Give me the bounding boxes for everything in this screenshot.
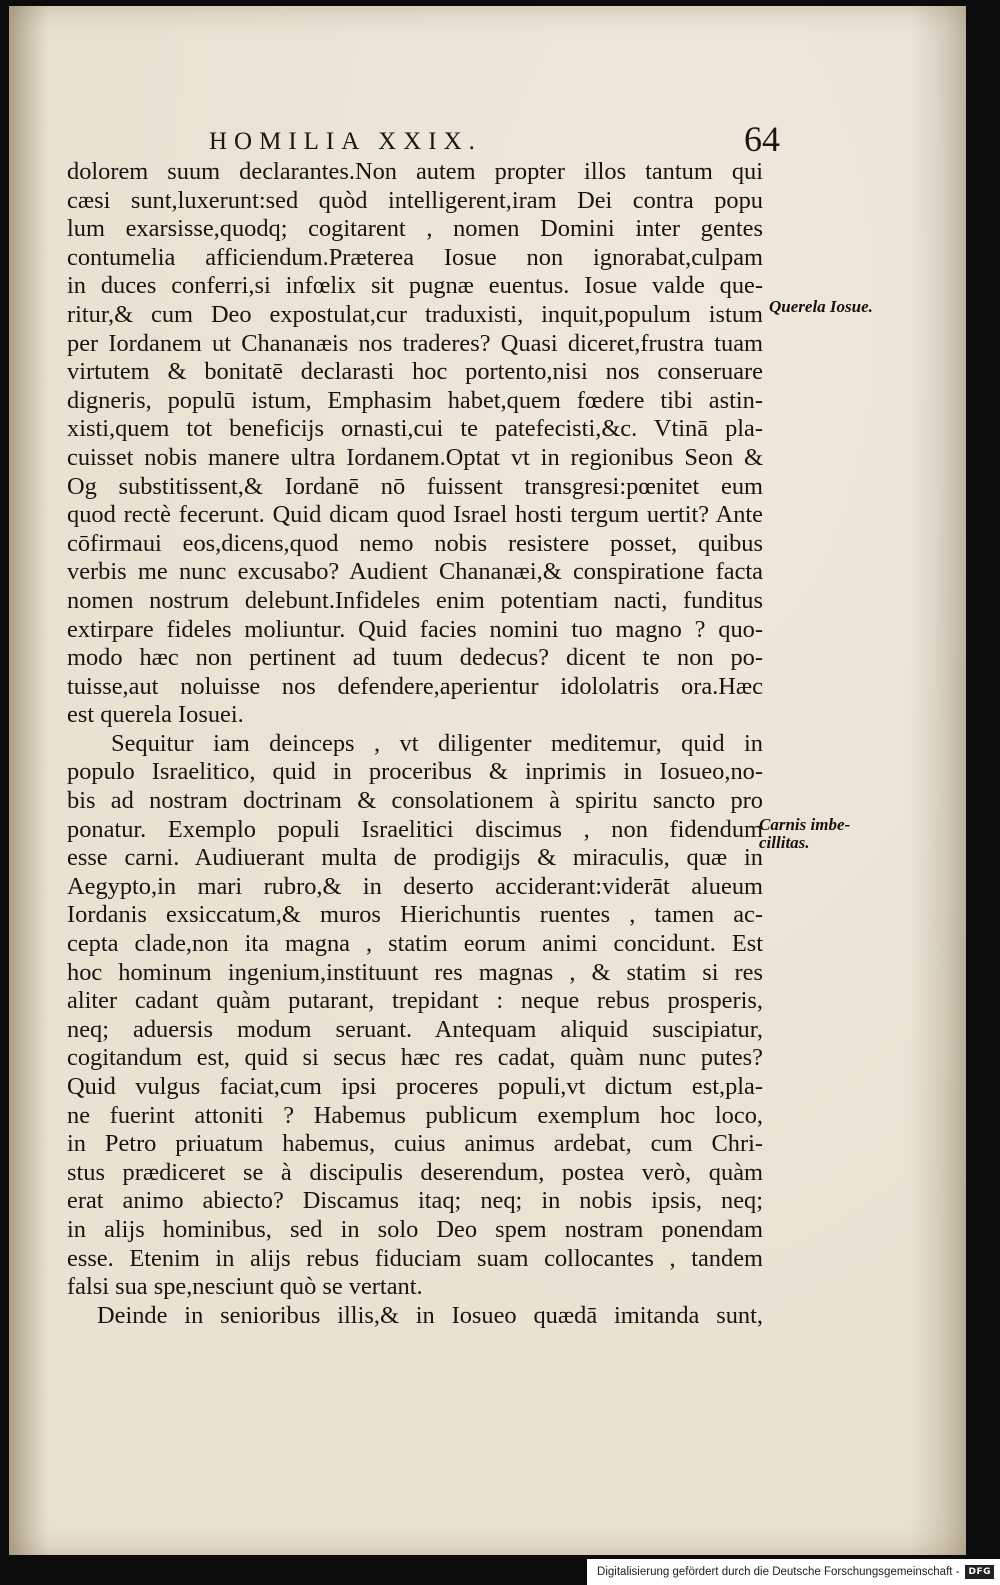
dfg-logo-icon: DFG xyxy=(965,1565,994,1579)
text-line: xisti,quem tot beneficijs ornasti,cui te patefecisti,&c. Vtinā pla- xyxy=(67,415,763,443)
text-line: falsi sua spe,nesciunt quò se vertant. xyxy=(67,1273,423,1301)
text-line: ne fuerint attoniti ? Habemus publicum exemplum hoc loco, xyxy=(67,1101,763,1129)
text-line: populo Israelitico, quid in proceribus & inprimis in Iosueo,no- xyxy=(67,758,763,786)
text-line: cæsi sunt,luxerunt:sed quòd intelligerent,iram Dei contra popu xyxy=(67,186,763,214)
text-line: in Petro priuatum habemus, cuius animus ardebat, cum Chri- xyxy=(67,1130,763,1158)
text-line: tuisse,aut noluisse nos defendere,aperientur idololatris ora.Hæc xyxy=(67,672,763,700)
margin-note-querela: Querela Iosue. xyxy=(769,297,873,316)
text-line: modo hæc non pertinent ad tuum dedecus? dicent te non po- xyxy=(67,644,763,672)
text-line: in alijs hominibus, sed in solo Deo spem nostram ponendam xyxy=(67,1215,763,1243)
text-line: esse. Etenim in alijs rebus fiduciam suam collocantes , tandem xyxy=(67,1244,763,1272)
text-line: hoc hominum ingenium,instituunt res magnas , & statim si res xyxy=(67,958,763,986)
text-line: virtutem & bonitatē declarasti hoc portento,nisi nos conseruare xyxy=(67,358,763,386)
text-line: nomen nostrum delebunt.Infideles enim potentiam nacti, funditus xyxy=(67,586,763,614)
paper-sheet xyxy=(9,6,966,1555)
text-line: contumelia afficiendum.Præterea Iosue non ignorabat,culpam xyxy=(67,243,763,271)
page-number: 64 xyxy=(744,119,780,159)
margin-note-line: Carnis imbe- xyxy=(759,815,851,834)
digitization-credit-bar xyxy=(587,1559,1000,1585)
text-line: aliter cadant quàm putarant, trepidant : neque rebus prosperis, xyxy=(67,987,763,1015)
margin-note-carnis xyxy=(759,816,879,852)
text-line: ponatur. Exemplo populi Israelitici discimus , non fidendum xyxy=(67,815,763,843)
text-line: Sequitur iam deinceps , vt diligenter meditemur, quid in xyxy=(111,729,763,757)
running-head: HOMILIA XXIX. xyxy=(209,128,482,155)
text-line: per Iordanem ut Chananæis nos traderes? Quasi diceret,frustra tuam xyxy=(67,329,763,357)
text-line: esse carni. Audiuerant multa de prodigijs & miraculis, quæ in xyxy=(67,844,763,872)
text-line: stus prædiceret se à discipulis deserendum, postea verò, quàm xyxy=(67,1158,763,1186)
text-line: cuisset nobis manere ultra Iordanem.Optat vt in regionibus Seon & xyxy=(67,443,763,471)
text-line: extirpare fideles moliuntur. Quid facies nomini tuo magno ? quo- xyxy=(67,615,763,643)
text-line: in duces conferri,si infœlix sit pugnæ euentus. Iosue valde que- xyxy=(67,272,763,300)
text-line: cogitandum est, quid si secus hæc res cadat, quàm nunc putes? xyxy=(67,1044,763,1072)
text-line: cepta clade,non ita magna , statim eorum animi concidunt. Est xyxy=(67,930,763,958)
margin-note-line: cillitas. xyxy=(759,833,810,852)
body-text xyxy=(67,158,763,1330)
text-line: dolorem suum declarantes.Non autem propter illos tantum qui xyxy=(67,158,763,185)
text-line: Deinde in senioribus illis,& in Iosueo quædā imitanda sunt, xyxy=(97,1301,763,1329)
text-line: erat animo abiecto? Discamus itaq; neq; in nobis ipsis, neq; xyxy=(67,1187,763,1215)
text-line: Og substitissent,& Iordanē nō fuissent transgresi:pœnitet eum xyxy=(67,472,763,500)
text-line: cōfirmaui eos,dicens,quod nemo nobis resistere posset, quibus xyxy=(67,529,763,557)
text-line: neq; aduersis modum seruant. Antequam aliquid suscipiatur, xyxy=(67,1015,763,1043)
text-line: bis ad nostram doctrinam & consolationem à spiritu sancto pro xyxy=(67,787,763,815)
text-line: verbis me nunc excusabo? Audient Chananæi,& conspiratione facta xyxy=(67,558,763,586)
text-line: est querela Iosuei. xyxy=(67,701,244,729)
text-line: digneris, populū istum, Emphasim habet,quem fœdere tibi astin- xyxy=(67,386,763,414)
text-line: Iordanis exsiccatum,& muros Hierichuntis ruentes , tamen ac- xyxy=(67,901,763,929)
text-line: Quid vulgus faciat,cum ipsi proceres populi,vt dictum est,pla- xyxy=(67,1073,763,1100)
text-line: quod rectè fecerunt. Quid dicam quod Israel hosti tergum uertit? Ante xyxy=(67,501,763,529)
funding-credit: Digitalisierung gefördert durch die Deutsche Forschungsgemeinschaft - xyxy=(597,1566,960,1578)
text-line: ritur,& cum Deo expostulat,cur traduxisti, inquit,populum istum xyxy=(67,300,763,328)
text-line: Aegypto,in mari rubro,& in deserto acciderant:viderāt alueum xyxy=(67,872,763,900)
text-line: lum exarsisse,quodq; cogitarent , nomen Domini inter gentes xyxy=(67,215,763,243)
